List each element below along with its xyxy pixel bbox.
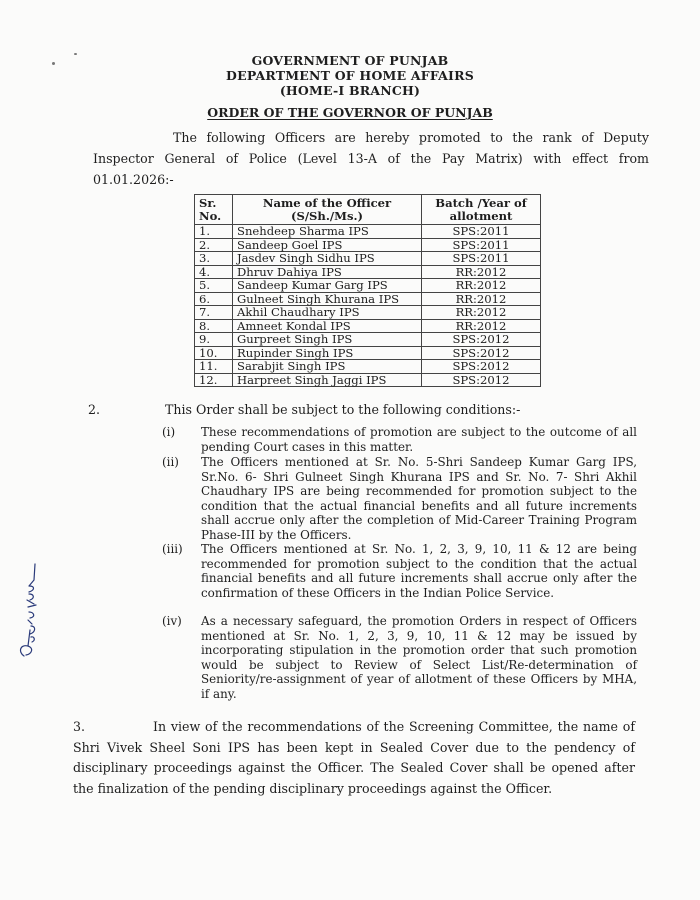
header-department: DEPARTMENT OF HOME AFFAIRS <box>226 68 474 83</box>
table-row <box>195 360 541 374</box>
condition-text: The Officers mentioned at Sr. No. 1, 2, 3, 9, 10, 11 & 12 are being recommended for promotion subject to the condition that the actual financial benefits and all future increments shall accrue only after the confirmation of these Officers in the Indian Police Service. <box>201 542 637 600</box>
handwritten-signature <box>10 560 50 660</box>
document-header <box>0 53 700 98</box>
table-header-row <box>195 195 541 225</box>
cell-sr-no: 5. <box>195 279 233 293</box>
cell-batch: SPS:2011 <box>422 252 541 266</box>
cell-sr-no: 7. <box>195 306 233 320</box>
table-row <box>195 333 541 347</box>
cell-sr-no: 12. <box>195 373 233 387</box>
cell-batch: SPS:2011 <box>422 225 541 239</box>
table-row <box>195 292 541 306</box>
cell-officer-name: Gurpreet Singh IPS <box>233 333 422 347</box>
table-row <box>195 373 541 387</box>
intro-paragraph: The following Officers are hereby promoted to the rank of Deputy Inspector General of Police (Level 13-A of the Pay Matrix) with effect from 01.01.2026:- <box>93 130 649 187</box>
cell-sr-no: 10. <box>195 346 233 360</box>
condition-label: (ii) <box>162 455 179 469</box>
para2-lead: This Order shall be subject to the following conditions:- <box>165 402 521 417</box>
condition-text: The Officers mentioned at Sr. No. 5-Shri Sandeep Kumar Garg IPS, Sr.No. 6- Shri Gulneet Singh Khurana IPS and Sr. No. 7- Shri Akhil Chaudhary IPS are being recommended for promotion subject to the condition that the actual financial benefits and all future increments shall accrue only after the completion of Mid-Career Training Program Phase-III by the Officers. <box>201 455 637 542</box>
col-header-batch: Batch /Year of allotment <box>422 195 541 225</box>
cell-sr-no: 1. <box>195 225 233 239</box>
cell-officer-name: Snehdeep Sharma IPS <box>233 225 422 239</box>
order-title: ORDER OF THE GOVERNOR OF PUNJAB <box>207 105 493 120</box>
cell-officer-name: Jasdev Singh Sidhu IPS <box>233 252 422 266</box>
table-row <box>195 279 541 293</box>
table-row <box>195 319 541 333</box>
cell-sr-no: 11. <box>195 360 233 374</box>
para3 <box>73 717 635 799</box>
condition-label: (i) <box>162 425 176 439</box>
condition-item <box>162 614 637 702</box>
officers-table <box>194 194 541 387</box>
col-header-sr-no: Sr. No. <box>195 195 233 225</box>
condition-label: (iv) <box>162 614 182 628</box>
condition-item <box>162 542 637 600</box>
cell-officer-name: Akhil Chaudhary IPS <box>233 306 422 320</box>
table-row <box>195 252 541 266</box>
cell-officer-name: Sarabjit Singh IPS <box>233 360 422 374</box>
table-row <box>195 346 541 360</box>
table-row <box>195 265 541 279</box>
cell-batch: SPS:2011 <box>422 238 541 252</box>
cell-sr-no: 8. <box>195 319 233 333</box>
cell-batch: SPS:2012 <box>422 360 541 374</box>
cell-batch: SPS:2012 <box>422 373 541 387</box>
condition-text: As a necessary safeguard, the promotion Orders in respect of Officers mentioned at Sr. No. 1, 2, 3, 9, 10, 11 & 12 may be issued by incorporating stipulation in the promotion order that such promotion would be subject to Review of Select List/Re-determination of Seniority/re-assignment of year of allotment of these Officers by MHA, if any. <box>201 614 637 701</box>
cell-batch: SPS:2012 <box>422 346 541 360</box>
cell-sr-no: 6. <box>195 292 233 306</box>
para3-number: 3. <box>73 719 86 734</box>
header-branch: (HOME-I BRANCH) <box>279 83 421 98</box>
condition-item <box>162 455 637 543</box>
table-row <box>195 225 541 239</box>
cell-officer-name: Rupinder Singh IPS <box>233 346 422 360</box>
cell-officer-name: Gulneet Singh Khurana IPS <box>233 292 422 306</box>
condition-label: (iii) <box>162 542 183 556</box>
col-header-officer-name: Name of the Officer (S/Sh./Ms.) <box>233 195 422 225</box>
cell-officer-name: Sandeep Goel IPS <box>233 238 422 252</box>
condition-text: These recommendations of promotion are subject to the outcome of all pending Court cases in this matter. <box>201 425 637 454</box>
cell-sr-no: 3. <box>195 252 233 266</box>
cell-officer-name: Amneet Kondal IPS <box>233 319 422 333</box>
cell-sr-no: 9. <box>195 333 233 347</box>
para2-number: 2. <box>88 402 101 417</box>
header-government: GOVERNMENT OF PUNJAB <box>251 53 449 68</box>
cell-officer-name: Harpreet Singh Jaggi IPS <box>233 373 422 387</box>
table-row <box>195 238 541 252</box>
cell-batch: RR:2012 <box>422 265 541 279</box>
cell-sr-no: 2. <box>195 238 233 252</box>
cell-batch: RR:2012 <box>422 279 541 293</box>
cell-officer-name: Sandeep Kumar Garg IPS <box>233 279 422 293</box>
cell-batch: RR:2012 <box>422 319 541 333</box>
cell-sr-no: 4. <box>195 265 233 279</box>
cell-batch: RR:2012 <box>422 306 541 320</box>
cell-officer-name: Dhruv Dahiya IPS <box>233 265 422 279</box>
cell-batch: SPS:2012 <box>422 333 541 347</box>
para3-text: In view of the recommendations of the Screening Committee, the name of Shri Vivek Sheel Soni IPS has been kept in Sealed Cover due to the pendency of disciplinary proceedings against the Officer. The Sealed Cover shall be opened after the finalization of the pending disciplinary proceedings against the Officer. <box>73 719 635 796</box>
table-row <box>195 306 541 320</box>
cell-batch: RR:2012 <box>422 292 541 306</box>
condition-item <box>162 425 637 454</box>
